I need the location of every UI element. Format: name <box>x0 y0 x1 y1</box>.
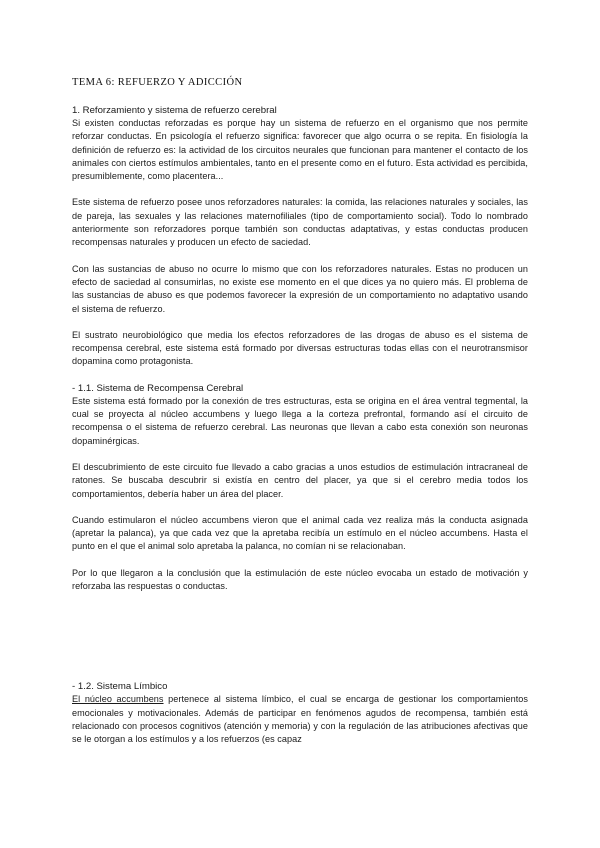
document-title: TEMA 6: REFUERZO Y ADICCIÓN <box>72 77 243 88</box>
section-heading-limbico: - 1.2. Sistema Límbico <box>72 681 168 693</box>
section-heading-reforzamiento: 1. Reforzamiento y sistema de refuerzo cerebral <box>72 105 277 116</box>
paragraph: El descubrimiento de este circuito fue llevado a cabo gracias a unos estudios de estimulación intracraneal de ratones. Se buscaba descubrir si existía en centro del placer, ya que si el cerebro media todos los comportamientos, debería haber un área del placer. <box>72 461 528 499</box>
paragraph: Este sistema de refuerzo posee unos reforzadores naturales: la comida, las relaciones naturales y sociales, las de pareja, las sexuales y las relaciones maternofiliales (tipo de comportamiento social). Todo lo nombrado anteriormente son reforzadores porque también son conductas adaptativas, y estas conductas producen recompensas naturales y producen un efecto de saciedad. <box>72 197 528 248</box>
blank-space <box>72 606 528 680</box>
paragraph: Cuando estimularon el núcleo accumbens vieron que el animal cada vez realiza más la conducta asignada (apretar la palanca), ya que cada vez que la apretaba recibía un estímulo en el núcleo accumbens. Hasta el punto en el que el animal solo apretaba la palanca, no comían ni se relacionaban. <box>72 514 528 552</box>
paragraph <box>72 693 528 746</box>
document-content <box>72 72 528 760</box>
paragraph: Si existen conductas reforzadas es porque hay un sistema de refuerzo en el organismo que nos permite reforzar conductas. En psicología el refuerzo significa: favorecer que algo ocurra o se repita. En fisiología la definición de refuerzo es: la actividad de los circuitos neurales que funcionan para mantener el contacto de los animales con ciertos estímulos ambientales, tanto en el presente como en el futuro. Esta actividad es percibida, presumiblemente, como placentera... <box>72 118 528 182</box>
paragraph: El sustrato neurobiológico que media los efectos reforzadores de las drogas de abuso es el sistema de recompensa cerebral, este sistema está formado por diversas estructuras todas ellas con el neurotransmisor dopamina como protagonista. <box>72 329 528 367</box>
paragraph: Este sistema está formado por la conexión de tres estructuras, esta se origina en el área ventral tegmental, la cual se proyecta al núcleo accumbens y luego llega a la corteza prefrontal, formando así el circuito de recompensa o el sistema de refuerzo cerebral. Las neuronas que llevan a cabo esta conexión son neuronas dopaminérgicas. <box>72 395 528 446</box>
paragraph: Con las sustancias de abuso no ocurre lo mismo que con los reforzadores naturales. Estas no producen un efecto de saciedad al consumirlas, no existe ese momento en el que dices ya no quiero más. El problema de las sustancias de abuso es que podemos favorecer la expresión de un comportamiento no adaptativo usando el sistema de refuerzo. <box>72 263 528 314</box>
section-heading-recompensa: - 1.1. Sistema de Recompensa Cerebral <box>72 382 244 394</box>
underlined-term: El núcleo accumbens <box>72 694 164 705</box>
paragraph-text: pertenece al sistema límbico, el cual se encarga de gestionar los comportamientos emocionales y motivacionales. Además de participar en fenómenos agudos de recompensa, también está relacionado con procesos cognitivos (atención y memoria) y con la regulación de las atribuciones afectivas que se le otorgan a los estímulos y a los refuerzos (es capaz <box>72 694 528 745</box>
paragraph: Por lo que llegaron a la conclusión que la estimulación de este núcleo evocaba un estado de motivación y reforzaba las respuestas o conductas. <box>72 567 528 592</box>
